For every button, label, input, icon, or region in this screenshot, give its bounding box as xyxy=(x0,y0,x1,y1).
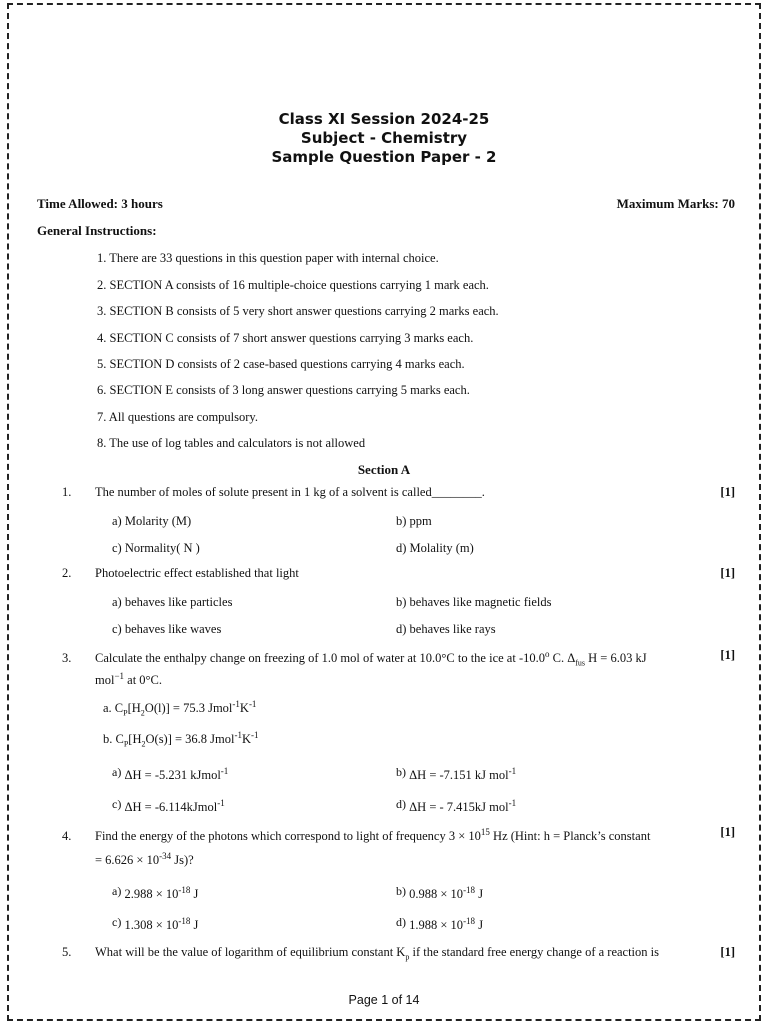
instruction-item: 4. SECTION C consists of 7 short answer questions carrying 3 marks each. xyxy=(97,331,474,345)
question-number: 4. xyxy=(62,829,72,843)
page-number: Page 1 of 14 xyxy=(348,993,420,1007)
question-text: Find the energy of the photons which correspond to light of frequency $3 \times 10^{15}$ Hz (Hint: h = Planck’s constant xyxy=(95,826,651,843)
instructions-heading: General Instructions: xyxy=(37,223,157,238)
question-marks: [1] xyxy=(720,825,735,839)
option-a: a) behaves like particles xyxy=(112,595,233,609)
question-number: 5. xyxy=(62,945,72,959)
instruction-item: 5. SECTION D consists of 2 case-based questions carrying 4 marks each. xyxy=(97,357,465,371)
option-b: b) ppm xyxy=(396,514,432,528)
option-a: a) Molarity (M) xyxy=(112,514,192,528)
question-number: 2. xyxy=(62,566,72,580)
option-c: c) behaves like waves xyxy=(112,622,222,636)
option-d: d) ΔH = - 7.415kJ mol$^{-1}$ xyxy=(396,797,517,814)
given-data-b: b. $C_P[H_2O(s)] = 36.8$ $Jmol^{-1}K^{-1}$ xyxy=(103,729,259,749)
option-c: c) $1.308 \times 10^{-18}$ J xyxy=(112,915,199,932)
section-title: Section A xyxy=(357,462,411,477)
instruction-item: 8. The use of log tables and calculators is not allowed xyxy=(97,436,366,450)
option-b: b) ΔH = -7.151 kJ mol$^{-1}$ xyxy=(396,765,517,782)
option-d: d) behaves like rays xyxy=(396,622,496,636)
max-marks: Maximum Marks: 70 xyxy=(616,196,735,211)
question-marks: [1] xyxy=(720,648,735,662)
option-c: c) ΔH = -6.114kJmol$^{-1}$ xyxy=(112,797,225,814)
header-subject: Subject - Chemistry xyxy=(300,129,468,147)
option-a: a) ΔH = -5.231 kJmol$^{-1}$ xyxy=(112,765,229,782)
option-c: c) Normality( N ) xyxy=(112,541,200,555)
question-text: What will be the value of logarithm of equilibrium constant $K_p$ if the standard free energy change of a reaction is xyxy=(95,945,659,962)
question-text-line2: = $6.626 \times 10^{-34}$ Js)? xyxy=(95,850,194,867)
instruction-item: 2. SECTION A consists of 16 multiple-choice questions carrying 1 mark each. xyxy=(97,278,489,292)
header-class: Class XI Session 2024-25 xyxy=(278,110,490,128)
question-text: Photoelectric effect established that light xyxy=(95,566,299,580)
option-d: d) $1.988 \times 10^{-18}$ J xyxy=(396,915,484,932)
header-paper: Sample Question Paper - 2 xyxy=(271,148,497,166)
question-number: 1. xyxy=(62,485,72,499)
instruction-item: 1. There are 33 questions in this question paper with internal choice. xyxy=(97,251,439,265)
option-b: b) $0.988 \times 10^{-18}$ J xyxy=(396,884,484,901)
question-marks: [1] xyxy=(720,945,735,959)
instruction-item: 7. All questions are compulsory. xyxy=(97,410,258,424)
instruction-item: 3. SECTION B consists of 5 very short answer questions carrying 2 marks each. xyxy=(97,304,499,318)
instruction-item: 6. SECTION E consists of 3 long answer questions carrying 5 marks each. xyxy=(97,383,470,397)
option-d: d) Molality (m) xyxy=(396,541,474,555)
question-marks: [1] xyxy=(720,566,735,580)
question-text: The number of moles of solute present in 1 kg of a solvent is called________. xyxy=(95,485,485,499)
question-number: 3. xyxy=(62,651,72,665)
time-allowed: Time Allowed: 3 hours xyxy=(37,196,163,211)
option-a: a) $2.988 \times 10^{-18}$ J xyxy=(112,884,199,901)
question-text: Calculate the enthalpy change on freezing of 1.0 mol of water at 10.0°C to the ice at -10.0$^o$ C. $\Delta_{fus}$ H = 6.03 kJ xyxy=(95,648,647,668)
question-text-line2: mol$^{-1}$ at 0°C. xyxy=(95,670,163,687)
option-b: b) behaves like magnetic fields xyxy=(396,595,552,609)
question-marks: [1] xyxy=(720,485,735,499)
given-data-a: a. $C_P[H_2O(l)] = 75.3$ $Jmol^{-1}K^{-1}$ xyxy=(103,698,257,718)
